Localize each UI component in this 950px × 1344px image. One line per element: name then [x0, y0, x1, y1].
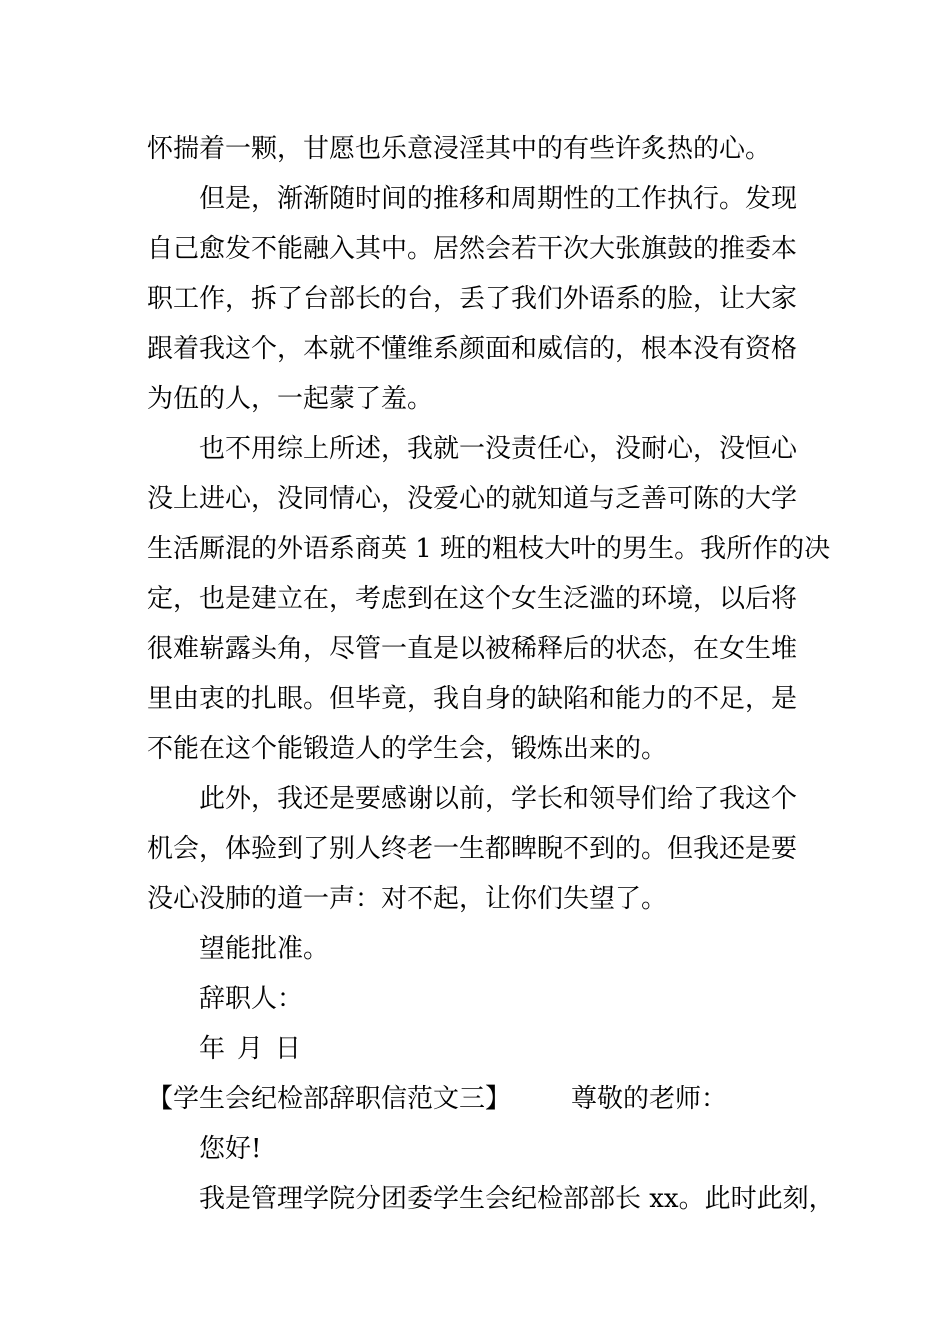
paragraph-line: 不能在这个能锻造人的学生会，锻炼出来的。	[147, 734, 668, 764]
paragraph-line: 自己愈发不能融入其中。居然会若干次大张旗鼓的推委本	[147, 234, 798, 264]
date-year: 年	[199, 1034, 226, 1064]
paragraph-line: 没心没肺的道一声：对不起，让你们失望了。	[147, 884, 668, 914]
paragraph-line: 生活厮混的外语系商英 1 班的粗枝大叶的男生。我所作的决	[147, 534, 831, 564]
paragraph-line: 跟着我这个，本就不懂维系颜面和威信的，根本没有资格	[147, 334, 798, 364]
salutation: 尊敬的老师：	[571, 1084, 728, 1114]
paragraph-line: 此外，我还是要感谢以前，学长和领导们给了我这个	[199, 784, 798, 814]
section-title: 【学生会纪检部辞职信范文三】	[147, 1084, 512, 1114]
date-month: 月	[237, 1034, 264, 1064]
paragraph-line: 怀揣着一颗，甘愿也乐意浸淫其中的有些许炙热的心。	[147, 134, 772, 164]
approval-request: 望能批准。	[199, 934, 330, 964]
document-body	[147, 124, 835, 1224]
paragraph-line: 没上进心，没同情心，没爱心的就知道与乏善可陈的大学	[147, 484, 798, 514]
paragraph-line: 我是管理学院分团委学生会纪检部部长 xx。此时此刻，	[199, 1184, 835, 1214]
date-line	[147, 1024, 827, 1074]
paragraph-line: 职工作，拆了台部长的台，丢了我们外语系的脸，让大家	[147, 284, 798, 314]
paragraph-line: 也不用综上所述，我就一没责任心，没耐心，没恒心	[199, 434, 798, 464]
greeting: 您好!	[199, 1134, 262, 1164]
paragraph-line: 定，也是建立在，考虑到在这个女生泛滥的环境，以后将	[147, 584, 798, 614]
date-day: 日	[275, 1034, 302, 1064]
paragraph-line: 很难崭露头角，尽管一直是以被稀释后的状态，在女生堆	[147, 634, 798, 664]
paragraph-line: 里由衷的扎眼。但毕竟，我自身的缺陷和能力的不足，是	[147, 684, 798, 714]
paragraph-line: 机会，体验到了别人终老一生都睥睨不到的。但我还是要	[147, 834, 798, 864]
paragraph-line: 但是，渐渐随时间的推移和周期性的工作执行。发现	[199, 184, 798, 214]
paragraph-line: 为伍的人，一起蒙了羞。	[147, 384, 434, 414]
signature-label: 辞职人：	[199, 984, 304, 1014]
section-heading-line	[147, 1074, 827, 1124]
